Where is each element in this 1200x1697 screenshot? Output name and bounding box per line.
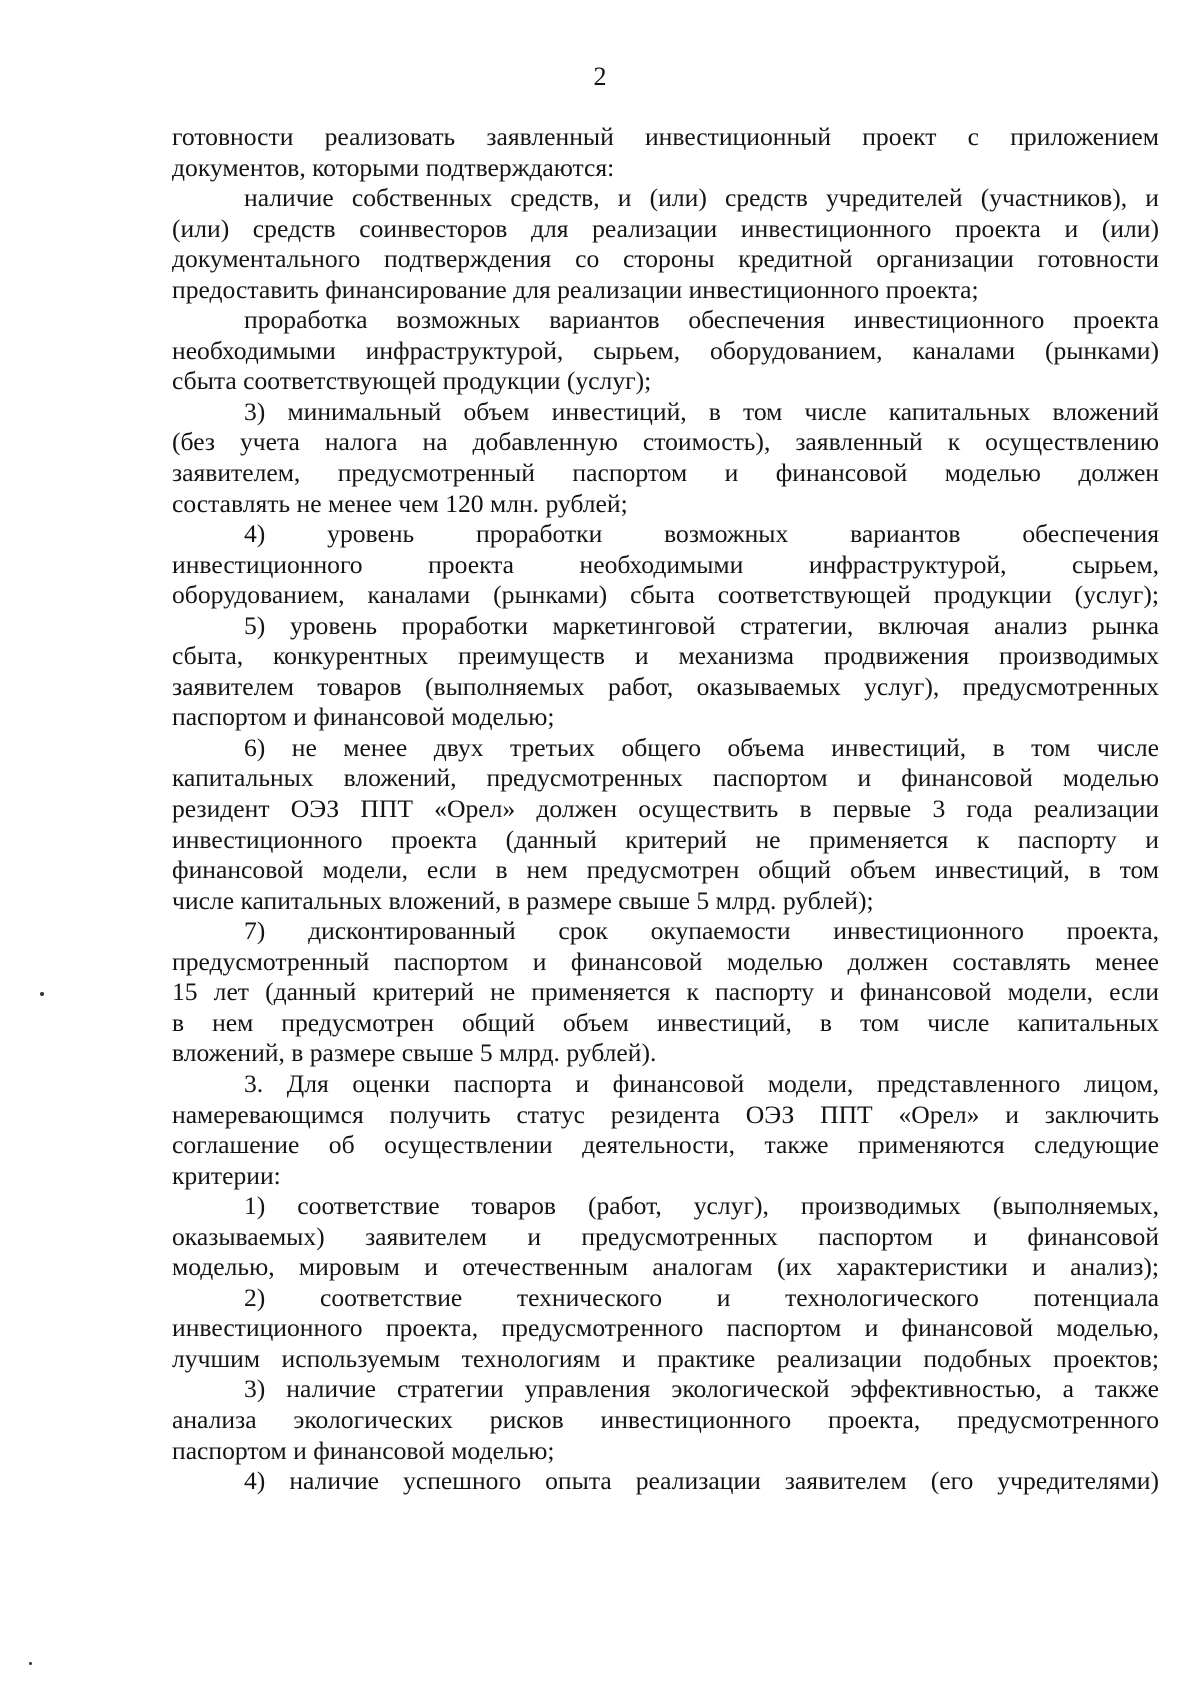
text-line: сбыта соответствующей продукции (услуг); bbox=[172, 366, 652, 396]
text-line: 7) дисконтированный срок окупаемости инвестиционного проекта, bbox=[244, 916, 1159, 946]
text-line: инвестиционного проекта необходимыми инфраструктурой, сырьем, bbox=[172, 549, 1159, 579]
text-line: 3) наличие стратегии управления экологической эффективностью, а также bbox=[244, 1374, 1159, 1404]
text-line: лучшим используемым технологиям и практике реализации подобных проектов; bbox=[172, 1343, 1159, 1373]
text-line: предусмотренный паспортом и финансовой моделью должен составлять менее bbox=[172, 946, 1159, 976]
text-line: готовности реализовать заявленный инвестиционный проект с приложением bbox=[172, 122, 1159, 151]
text-line: инвестиционного проекта, предусмотренного паспортом и финансовой моделью, bbox=[172, 1313, 1159, 1343]
text-line: вложений, в размере свыше 5 млрд. рублей). bbox=[172, 1038, 657, 1068]
text-line: паспортом и финансовой моделью; bbox=[172, 702, 555, 732]
text-line: инвестиционного проекта (данный критерий не применяется к паспорту и bbox=[172, 824, 1159, 854]
text-line: намеревающимся получить статус резидента ОЭЗ ППТ «Орел» и заключить bbox=[172, 1099, 1159, 1129]
text-line: необходимыми инфраструктурой, сырьем, оборудованием, каналами (рынками) bbox=[172, 335, 1159, 365]
text-line: сбыта, конкурентных преимуществ и механизма продвижения производимых bbox=[172, 641, 1159, 671]
text-line: составлять не менее чем 120 млн. рублей; bbox=[172, 488, 628, 518]
text-line: 3. Для оценки паспорта и финансовой модели, представленного лицом, bbox=[244, 1068, 1159, 1098]
text-line: заявителем товаров (выполняемых работ, оказываемых услуг), предусмотренных bbox=[172, 671, 1159, 701]
text-line: капитальных вложений, предусмотренных паспортом и финансовой моделью bbox=[172, 763, 1159, 793]
text-line: критерии: bbox=[172, 1160, 281, 1190]
text-line: оборудованием, каналами (рынками) сбыта соответствующей продукции (услуг); bbox=[172, 580, 1159, 610]
text-line: наличие собственных средств, и (или) средств учредителей (участников), и bbox=[244, 183, 1159, 213]
text-line: (без учета налога на добавленную стоимость), заявленный к осуществлению bbox=[172, 427, 1159, 457]
text-line: резидент ОЭЗ ППТ «Орел» должен осуществить в первые 3 года реализации bbox=[172, 794, 1159, 824]
scan-speck bbox=[40, 992, 44, 996]
document-body bbox=[172, 122, 1159, 1497]
text-line: предоставить финансирование для реализации инвестиционного проекта; bbox=[172, 274, 979, 304]
text-line: заявителем, предусмотренный паспортом и финансовой моделью должен bbox=[172, 458, 1159, 488]
text-line: 15 лет (данный критерий не применяется к паспорту и финансовой модели, если bbox=[172, 977, 1159, 1007]
text-line: проработка возможных вариантов обеспечения инвестиционного проекта bbox=[244, 305, 1159, 335]
scan-speck bbox=[29, 1662, 32, 1665]
text-line: финансовой модели, если в нем предусмотрен общий объем инвестиций, в том bbox=[172, 855, 1159, 885]
text-line: 5) уровень проработки маркетинговой стратегии, включая анализ рынка bbox=[244, 610, 1159, 640]
text-line: 2) соответствие технического и технологического потенциала bbox=[244, 1282, 1159, 1312]
text-line: оказываемых) заявителем и предусмотренных паспортом и финансовой bbox=[172, 1221, 1159, 1251]
text-line: в нем предусмотрен общий объем инвестиций, в том числе капитальных bbox=[172, 1007, 1159, 1037]
text-line: 4) наличие успешного опыта реализации заявителем (его учредителями) bbox=[244, 1466, 1159, 1496]
text-line: документального подтверждения со стороны кредитной организации готовности bbox=[172, 244, 1159, 274]
text-line: моделью, мировым и отечественным аналогам (их характеристики и анализ); bbox=[172, 1252, 1159, 1282]
text-line: соглашение об осуществлении деятельности, также применяются следующие bbox=[172, 1130, 1159, 1160]
text-line: паспортом и финансовой моделью; bbox=[172, 1435, 555, 1465]
text-line: анализа экологических рисков инвестиционного проекта, предусмотренного bbox=[172, 1404, 1159, 1434]
text-line: документов, которыми подтверждаются: bbox=[172, 152, 615, 182]
text-line: 1) соответствие товаров (работ, услуг), производимых (выполняемых, bbox=[244, 1191, 1159, 1221]
text-line: 3) минимальный объем инвестиций, в том числе капитальных вложений bbox=[244, 396, 1159, 426]
page-number: 2 bbox=[593, 62, 607, 91]
text-line: числе капитальных вложений, в размере свыше 5 млрд. рублей); bbox=[172, 885, 874, 915]
text-line: 4) уровень проработки возможных вариантов обеспечения bbox=[244, 519, 1159, 549]
text-line: (или) средств соинвесторов для реализации инвестиционного проекта и (или) bbox=[172, 213, 1159, 243]
text-line: 6) не менее двух третьих общего объема инвестиций, в том числе bbox=[244, 732, 1159, 762]
